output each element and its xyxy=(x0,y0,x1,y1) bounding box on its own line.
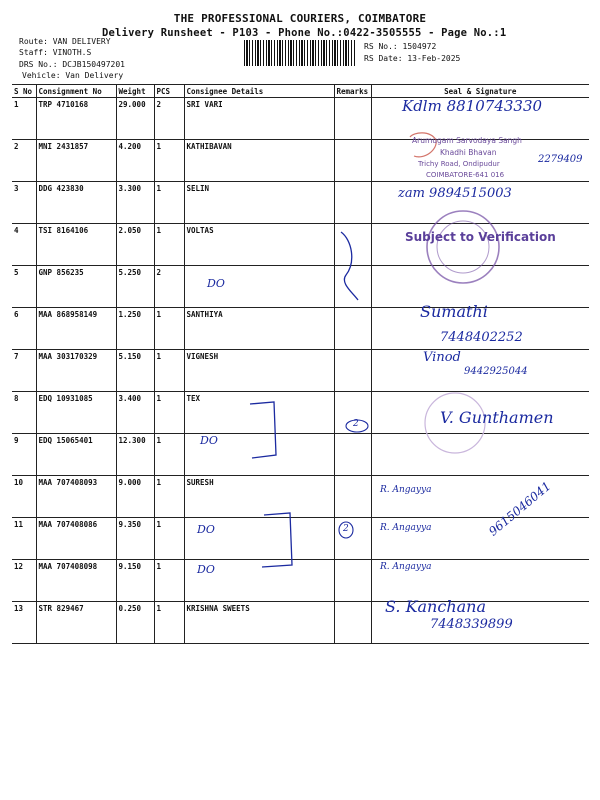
remark-row11: 2 xyxy=(343,524,349,534)
cell-consignee: KRISHNA SWEETS xyxy=(184,602,334,644)
stamp-line3: Trichy Road, Ondipudur xyxy=(418,160,500,168)
rs-no-label: RS No.: xyxy=(364,42,398,51)
ditto-row5: DO xyxy=(207,277,225,290)
col-signature: Seal & Signature xyxy=(371,85,589,98)
col-consignment: Consignment No xyxy=(36,85,116,98)
cell-weight: 1.250 xyxy=(116,308,154,350)
cell-sno: 12 xyxy=(12,560,36,602)
cell-weight: 12.300 xyxy=(116,434,154,476)
ditto-row9: DO xyxy=(200,434,218,447)
cell-consignment: STR 829467 xyxy=(36,602,116,644)
cell-consignment: MAA 303170329 xyxy=(36,350,116,392)
margin-number: 9615046041 xyxy=(486,478,554,539)
cell-weight: 3.300 xyxy=(116,182,154,224)
drs-value: DCJB150497201 xyxy=(62,60,125,69)
cell-consignee: SANTHIYA xyxy=(184,308,334,350)
cell-weight: 5.150 xyxy=(116,350,154,392)
cell-consignment: TSI 8164106 xyxy=(36,224,116,266)
cell-consignment: MAA 707408086 xyxy=(36,518,116,560)
cell-pcs: 1 xyxy=(154,560,184,602)
signature-row10: R. Angayya xyxy=(380,485,432,495)
phone-row13: 7448339899 xyxy=(430,617,513,632)
phone-row6: 7448402252 xyxy=(440,330,523,345)
cell-weight: 29.000 xyxy=(116,98,154,140)
ditto-row11: DO xyxy=(197,523,215,536)
signature-row13: S. Kanchana xyxy=(385,597,487,616)
cell-pcs: 2 xyxy=(154,266,184,308)
col-pcs: PCS xyxy=(154,85,184,98)
rs-no-value: 1504972 xyxy=(402,42,437,51)
cell-sno: 4 xyxy=(12,224,36,266)
cell-pcs: 1 xyxy=(154,602,184,644)
signature-row6: Sumathi xyxy=(420,302,488,321)
cell-pcs: 1 xyxy=(154,392,184,434)
cell-consignee: SRI VARI xyxy=(184,98,334,140)
stamp-line2: Khadhi Bhavan xyxy=(440,148,497,157)
cell-weight: 3.400 xyxy=(116,392,154,434)
route-value: VAN DELIVERY xyxy=(52,37,111,46)
drs-label: DRS No.: xyxy=(19,60,58,69)
rs-date-label: RS Date: xyxy=(364,54,403,63)
cell-consignment: GNP 856235 xyxy=(36,266,116,308)
cell-consignment: DDG 423830 xyxy=(36,182,116,224)
cell-weight: 2.050 xyxy=(116,224,154,266)
cell-sno: 3 xyxy=(12,182,36,224)
cell-pcs: 1 xyxy=(154,224,184,266)
cell-weight: 9.150 xyxy=(116,560,154,602)
signature-row8: V. Gunthamen xyxy=(440,408,554,427)
cell-consignment: MAA 707408093 xyxy=(36,476,116,518)
route-label: Route: xyxy=(19,37,48,46)
stamp-verification: Subject to Verification xyxy=(405,230,556,244)
col-weight: Weight xyxy=(116,85,154,98)
cell-consignment: EDQ 15065401 xyxy=(36,434,116,476)
signature-row7: Vinod xyxy=(423,350,461,365)
company-title: THE PROFESSIONAL COURIERS, COIMBATORE xyxy=(173,12,427,25)
cell-pcs: 1 xyxy=(154,182,184,224)
cell-weight: 9.350 xyxy=(116,518,154,560)
ditto-row12: DO xyxy=(197,563,215,576)
cell-sno: 7 xyxy=(12,350,36,392)
cell-sno: 11 xyxy=(12,518,36,560)
cell-pcs: 1 xyxy=(154,308,184,350)
cell-weight: 5.250 xyxy=(116,266,154,308)
cell-weight: 4.200 xyxy=(116,140,154,182)
signature-row1: Kdlm 8810743330 xyxy=(402,97,543,115)
cell-consignment: MNI 2431857 xyxy=(36,140,116,182)
cell-pcs: 1 xyxy=(154,140,184,182)
col-remarks: Remarks xyxy=(334,85,371,98)
cell-pcs: 1 xyxy=(154,434,184,476)
cell-sno: 13 xyxy=(12,602,36,644)
cell-sno: 5 xyxy=(12,266,36,308)
cell-consignee: VIGNESH xyxy=(184,350,334,392)
phone-row2: 2279409 xyxy=(538,154,583,165)
cell-pcs: 2 xyxy=(154,98,184,140)
cell-consignment: EDQ 10931085 xyxy=(36,392,116,434)
cell-consignee: SELIN xyxy=(184,182,334,224)
runsheet-title: Delivery Runsheet - P103 - Phone No.:0422-3505555 - Page No.:1 xyxy=(102,27,507,39)
cell-sno: 2 xyxy=(12,140,36,182)
remark-row9: 2 xyxy=(353,419,359,429)
staff-value: VINOTH.S xyxy=(52,48,92,57)
phone-row7: 9442925044 xyxy=(464,366,528,377)
col-sno: S No xyxy=(12,85,36,98)
cell-consignee: SURESH xyxy=(184,476,334,518)
cell-consignment: MAA 707408098 xyxy=(36,560,116,602)
cell-weight: 9.000 xyxy=(116,476,154,518)
vehicle-label: Vehicle: xyxy=(22,71,61,80)
vehicle-value: Van Delivery xyxy=(65,71,124,80)
staff-label: Staff: xyxy=(19,48,48,57)
cell-sno: 8 xyxy=(12,392,36,434)
cell-pcs: 1 xyxy=(154,476,184,518)
signature-row3: zam 9894515003 xyxy=(398,186,512,201)
cell-consignment: MAA 868958149 xyxy=(36,308,116,350)
cell-consignment: TRP 4710168 xyxy=(36,98,116,140)
cell-sno: 9 xyxy=(12,434,36,476)
cell-sno: 6 xyxy=(12,308,36,350)
cell-pcs: 1 xyxy=(154,518,184,560)
col-consignee: Consignee Details xyxy=(184,85,334,98)
cell-weight: 0.250 xyxy=(116,602,154,644)
signature-row12: R. Angayya xyxy=(380,562,432,572)
signature-row11: R. Angayya xyxy=(380,523,432,533)
stamp-line4: COIMBATORE-641 016 xyxy=(426,171,505,179)
stamp-line1: Arumugam Sarvodaya Sangh xyxy=(412,136,522,145)
rs-date-value: 13-Feb-2025 xyxy=(407,54,461,63)
cell-sno: 1 xyxy=(12,98,36,140)
cell-sno: 10 xyxy=(12,476,36,518)
cell-consignee: VOLTAS xyxy=(184,224,334,266)
cell-consignee: TEX xyxy=(184,392,334,434)
cell-pcs: 1 xyxy=(154,350,184,392)
cell-consignee: KATHIBAVAN xyxy=(184,140,334,182)
